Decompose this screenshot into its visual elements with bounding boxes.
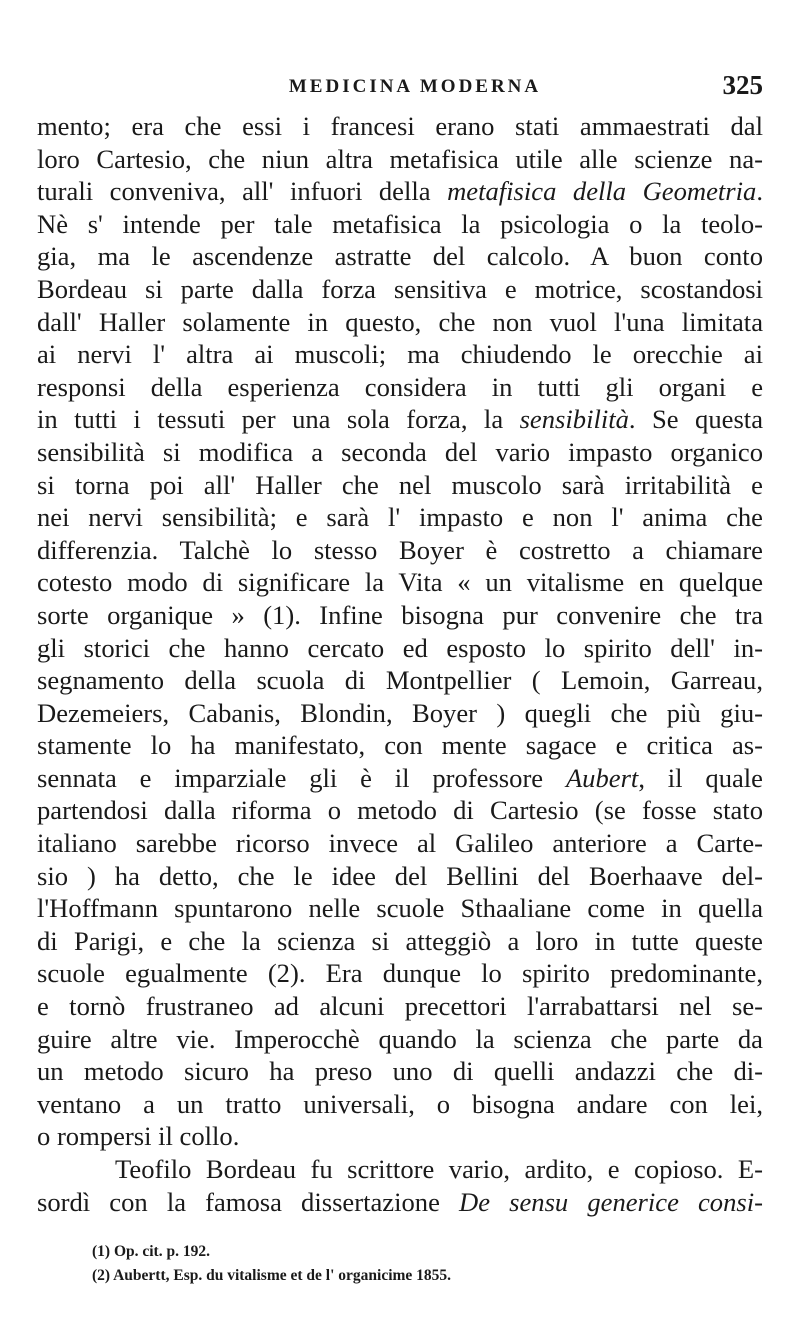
- italic-term: metafisica della Geometria: [447, 176, 757, 207]
- text-line: italiano sarebbe ricorso invece al Galileo anteriore a Carte-: [37, 828, 763, 859]
- footnote-1: (1) Op. cit. p. 192.: [92, 1243, 210, 1260]
- text-line: Teofilo Bordeau fu scrittore vario, ardito, e copioso. E-: [115, 1154, 763, 1184]
- text-line: o rompersi il collo.: [37, 1121, 240, 1152]
- text-line: cotesto modo di significare la Vita « un vitalisme en quelque: [37, 567, 763, 598]
- page-number: 325: [722, 70, 763, 100]
- text-line: loro Cartesio, che niun altra metafisica utile alle scienze na-: [37, 143, 763, 174]
- text-line: sordì con la famosa dissertazione De sensu generice consi-: [37, 1186, 763, 1217]
- text-line: un metodo sicuro ha preso uno di quelli andazzi che di-: [37, 1056, 763, 1087]
- text-line: turali conveniva, all' infuori della metafisica della Geometria.: [37, 176, 763, 207]
- text-line: gli storici che hanno cercato ed esposto lo spirito dell' in-: [37, 632, 763, 663]
- footnotes: [92, 1240, 732, 1288]
- text-line: dall' Haller solamente in questo, che non vuol l'una limitata: [37, 306, 763, 337]
- text-line: Nè s' intende per tale metafisica la psicologia o la teolo-: [37, 208, 763, 239]
- text-line: gia, ma le ascendenze astratte del calcolo. A buon conto: [37, 241, 763, 272]
- running-title: MEDICINA MODERNA: [288, 76, 542, 97]
- italic-term: De sensu generice consi-: [459, 1186, 763, 1217]
- text-line: scuole egualmente (2). Era dunque lo spirito predominante,: [37, 958, 763, 989]
- text-line: guire altre vie. Imperocchè quando la scienza che parte da: [37, 1023, 763, 1054]
- text-line: si torna poi all' Haller che nel muscolo sarà irritabilità e: [37, 469, 763, 500]
- text-line: in tutti i tessuti per una sola forza, la sensibilità. Se questa: [37, 404, 763, 435]
- text-line: responsi della esperienza considera in tutti gli organi e: [37, 371, 763, 402]
- italic-term: Aubert: [565, 762, 639, 793]
- text-line: l'Hoffmann spuntarono nelle scuole Sthaaliane come in quella: [37, 893, 763, 924]
- text-line: Bordeau si parte dalla forza sensitiva e motrice, scostandosi: [37, 273, 763, 304]
- text-line: Dezemeiers, Cabanis, Blondin, Boyer ) quegli che più giu-: [37, 697, 763, 728]
- text-line: di Parigi, e che la scienza si atteggiò a loro in tutte queste: [37, 925, 763, 956]
- text-line: segnamento della scuola di Montpellier ( Lemoin, Garreau,: [37, 665, 763, 696]
- text-line: stamente lo ha manifestato, con mente sagace e critica as-: [37, 730, 763, 761]
- text-line: sorte organique » (1). Infine bisogna pur convenire che tra: [37, 599, 763, 630]
- page-header: [37, 70, 763, 104]
- footnote-2: (2) Aubertt, Esp. du vitalisme et de l' organicime 1855.: [92, 1267, 452, 1284]
- text-line: ventano a un tratto universali, o bisogna andare con lei,: [37, 1088, 763, 1119]
- text-line: sennata e imparziale gli è il professore Aubert, il quale: [37, 762, 763, 793]
- body-text: [37, 110, 763, 1218]
- text-line: nei nervi sensibilità; e sarà l' impasto e non l' anima che: [37, 502, 763, 533]
- italic-term: sensibilità: [519, 404, 629, 435]
- text-line: mento; era che essi i francesi erano stati ammaestrati dal: [37, 111, 763, 141]
- text-line: differenzia. Talchè lo stesso Boyer è costretto a chiamare: [37, 534, 763, 565]
- text-line: e tornò frustraneo ad alcuni precettori l'arrabattarsi nel se-: [37, 991, 763, 1022]
- text-line: ai nervi l' altra ai muscoli; ma chiudendo le orecchie ai: [37, 339, 763, 370]
- text-line: sensibilità si modifica a seconda del vario impasto organico: [37, 436, 763, 467]
- text-line: partendosi dalla riforma o metodo di Cartesio (se fosse stato: [37, 795, 763, 826]
- text-line: sio ) ha detto, che le idee del Bellini del Boerhaave del-: [37, 860, 763, 891]
